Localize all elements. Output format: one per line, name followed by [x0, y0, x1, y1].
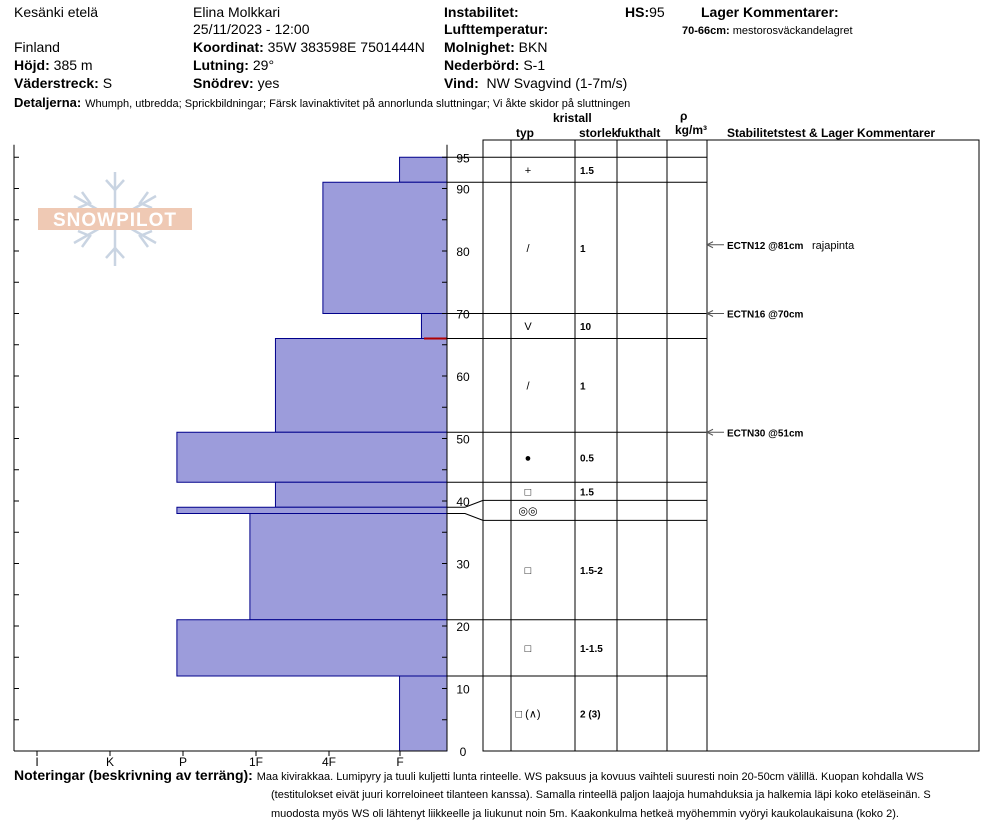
- grain-size-value: 10: [580, 322, 592, 333]
- notes-line-2: (testitulokset eivät juuri korreloineet tilanteen kanssa). Samalla rinteellä paljon laajoja humahduksia ja halkemia läpi koko eteläseinän. S: [271, 789, 931, 801]
- layer-connector: [447, 514, 483, 521]
- stability-test-label: ECTN16 @70cm: [727, 309, 804, 321]
- header-rho: ρ: [680, 109, 688, 123]
- hardness-bar: [177, 507, 447, 513]
- slope-label: Lutning:: [193, 57, 249, 73]
- drift-value: yes: [257, 75, 280, 91]
- stability-test-comment: rajapinta: [812, 239, 855, 252]
- wind-value: NW Svagvind (1-7m/s): [486, 75, 628, 91]
- grain-size-value: 1.5-2: [580, 566, 603, 578]
- country: Finland: [14, 39, 60, 55]
- grain-size-value: 1.5: [580, 165, 594, 177]
- header-stability: Stabilitetstest & Lager Kommentarer: [727, 126, 936, 140]
- hardness-bar: [275, 482, 447, 507]
- y-tick-label: 10: [456, 682, 470, 697]
- hardness-bar: [323, 182, 447, 313]
- hardness-tick-label: F: [396, 755, 404, 769]
- hs-label: HS:: [625, 4, 650, 20]
- grain-type-symbol: □: [524, 486, 532, 499]
- hardness-tick-label: K: [105, 755, 115, 769]
- stability-test-label: ECTN30 @51cm: [727, 428, 804, 440]
- grain-type-symbol: □: [524, 565, 532, 578]
- y-tick-label: 40: [456, 495, 470, 509]
- grain-size-value: 1: [580, 243, 586, 255]
- logo-text: SNOWPILOT: [52, 210, 178, 231]
- grain-size-value: 0.5: [580, 453, 594, 465]
- grain-size-value: 2 (3): [580, 709, 601, 721]
- hardness-tick-label: 4F: [321, 755, 337, 769]
- header-typ: typ: [516, 126, 534, 140]
- header-fukthalt: fukthalt: [617, 126, 661, 140]
- instability-label: Instabilitet:: [444, 4, 519, 20]
- y-tick-label: 30: [456, 557, 470, 572]
- layer-comments-label: Lager Kommentarer:: [701, 4, 839, 20]
- hardness-bar: [400, 676, 447, 751]
- notes-line-1: Maa kivirakkaa. Lumipyry ja tuuli kuljetti lunta rinteelle. WS paksuus ja kovuus vaihteli suuresti noin 20-50cm välillä. Kuopan kohdalla WS: [256, 771, 924, 783]
- hardness-bar: [177, 620, 447, 676]
- location-name: Kesänki etelä: [14, 4, 99, 20]
- aspect-label: Väderstreck:: [14, 75, 99, 91]
- sky-value: BKN: [518, 39, 548, 55]
- details-value: Whumph, utbredda; Sprickbildningar; Färsk lavinaktivitet på annorlunda sluttningar; Vi åkte skidor på sluttningen: [85, 98, 631, 110]
- slope-value: 29°: [252, 57, 275, 73]
- details-label: Detaljerna:: [14, 95, 82, 110]
- y-tick-label: 80: [456, 245, 470, 259]
- observer-name: Elina Molkkari: [193, 4, 281, 20]
- layer-comment-range: 70-66cm:: [682, 25, 730, 37]
- precip-label: Nederbörd:: [444, 57, 520, 73]
- y-tick-label: 90: [456, 182, 470, 197]
- grain-type-symbol: □ (∧): [515, 708, 541, 721]
- notes-line-3: muodosta myös WS oli lähtenyt liikkeelle ja liukunut noin 5m. Kaakonkulma hetkeä myöhemmin vyöryi kaukolaukaisuna (koko 2).: [271, 808, 899, 820]
- layer-comment-text: mestorosväckandelagret: [732, 25, 853, 37]
- hardness-bar: [421, 314, 447, 339]
- grain-type-symbol: +: [524, 164, 532, 177]
- grain-type-symbol: /: [526, 380, 530, 393]
- hardness-bar: [400, 157, 447, 182]
- grain-size-value: 1: [580, 381, 586, 393]
- grain-size-value: 1-1.5: [580, 643, 603, 655]
- header-storlek: storlek: [579, 126, 619, 140]
- hardness-bar: [250, 514, 447, 620]
- precip-value: S-1: [523, 57, 546, 73]
- sky-label: Molnighet:: [444, 39, 515, 55]
- y-tick-label: 95: [456, 151, 470, 166]
- notes-label: Noteringar (beskrivning av terräng):: [14, 767, 253, 783]
- observation-datetime: 25/11/2023 - 12:00: [193, 21, 310, 37]
- coords-value: 35W 383598E 7501444N: [267, 39, 425, 55]
- y-tick-label: 70: [456, 307, 470, 322]
- notes-row-1: [14, 767, 924, 786]
- y-tick-label: 60: [456, 370, 470, 384]
- grain-type-symbol: ◎◎: [518, 505, 538, 518]
- header-kristall: kristall: [553, 111, 592, 125]
- drift-label: Snödrev:: [193, 75, 254, 91]
- grain-size-value: 1.5: [580, 487, 594, 499]
- hardness-tick-label: I: [35, 755, 39, 769]
- wind-label: Vind:: [444, 75, 479, 91]
- header-density-unit: kg/m³: [675, 123, 708, 137]
- elevation-value: 385 m: [53, 57, 93, 73]
- air-temp-label: Lufttemperatur:: [444, 21, 549, 37]
- grain-type-symbol: □: [524, 642, 532, 655]
- table-frame: [483, 140, 979, 751]
- hardness-tick-label: P: [178, 755, 188, 769]
- y-tick-label: 0: [459, 745, 467, 759]
- stability-test-label: ECTN12 @81cm: [727, 240, 804, 252]
- hardness-tick-label: 1F: [248, 755, 264, 769]
- grain-type-symbol: ●: [524, 452, 532, 465]
- hs-value: 95: [649, 4, 665, 20]
- y-tick-label: 20: [456, 620, 470, 634]
- grain-type-symbol: /: [526, 242, 530, 255]
- hardness-bar: [275, 339, 447, 433]
- hardness-bar: [177, 432, 447, 482]
- aspect-value: S: [102, 75, 113, 91]
- elevation-label: Höjd:: [14, 57, 50, 73]
- y-tick-label: 50: [456, 432, 470, 447]
- grain-type-symbol: V: [524, 321, 532, 333]
- coords-label: Koordinat:: [193, 39, 264, 55]
